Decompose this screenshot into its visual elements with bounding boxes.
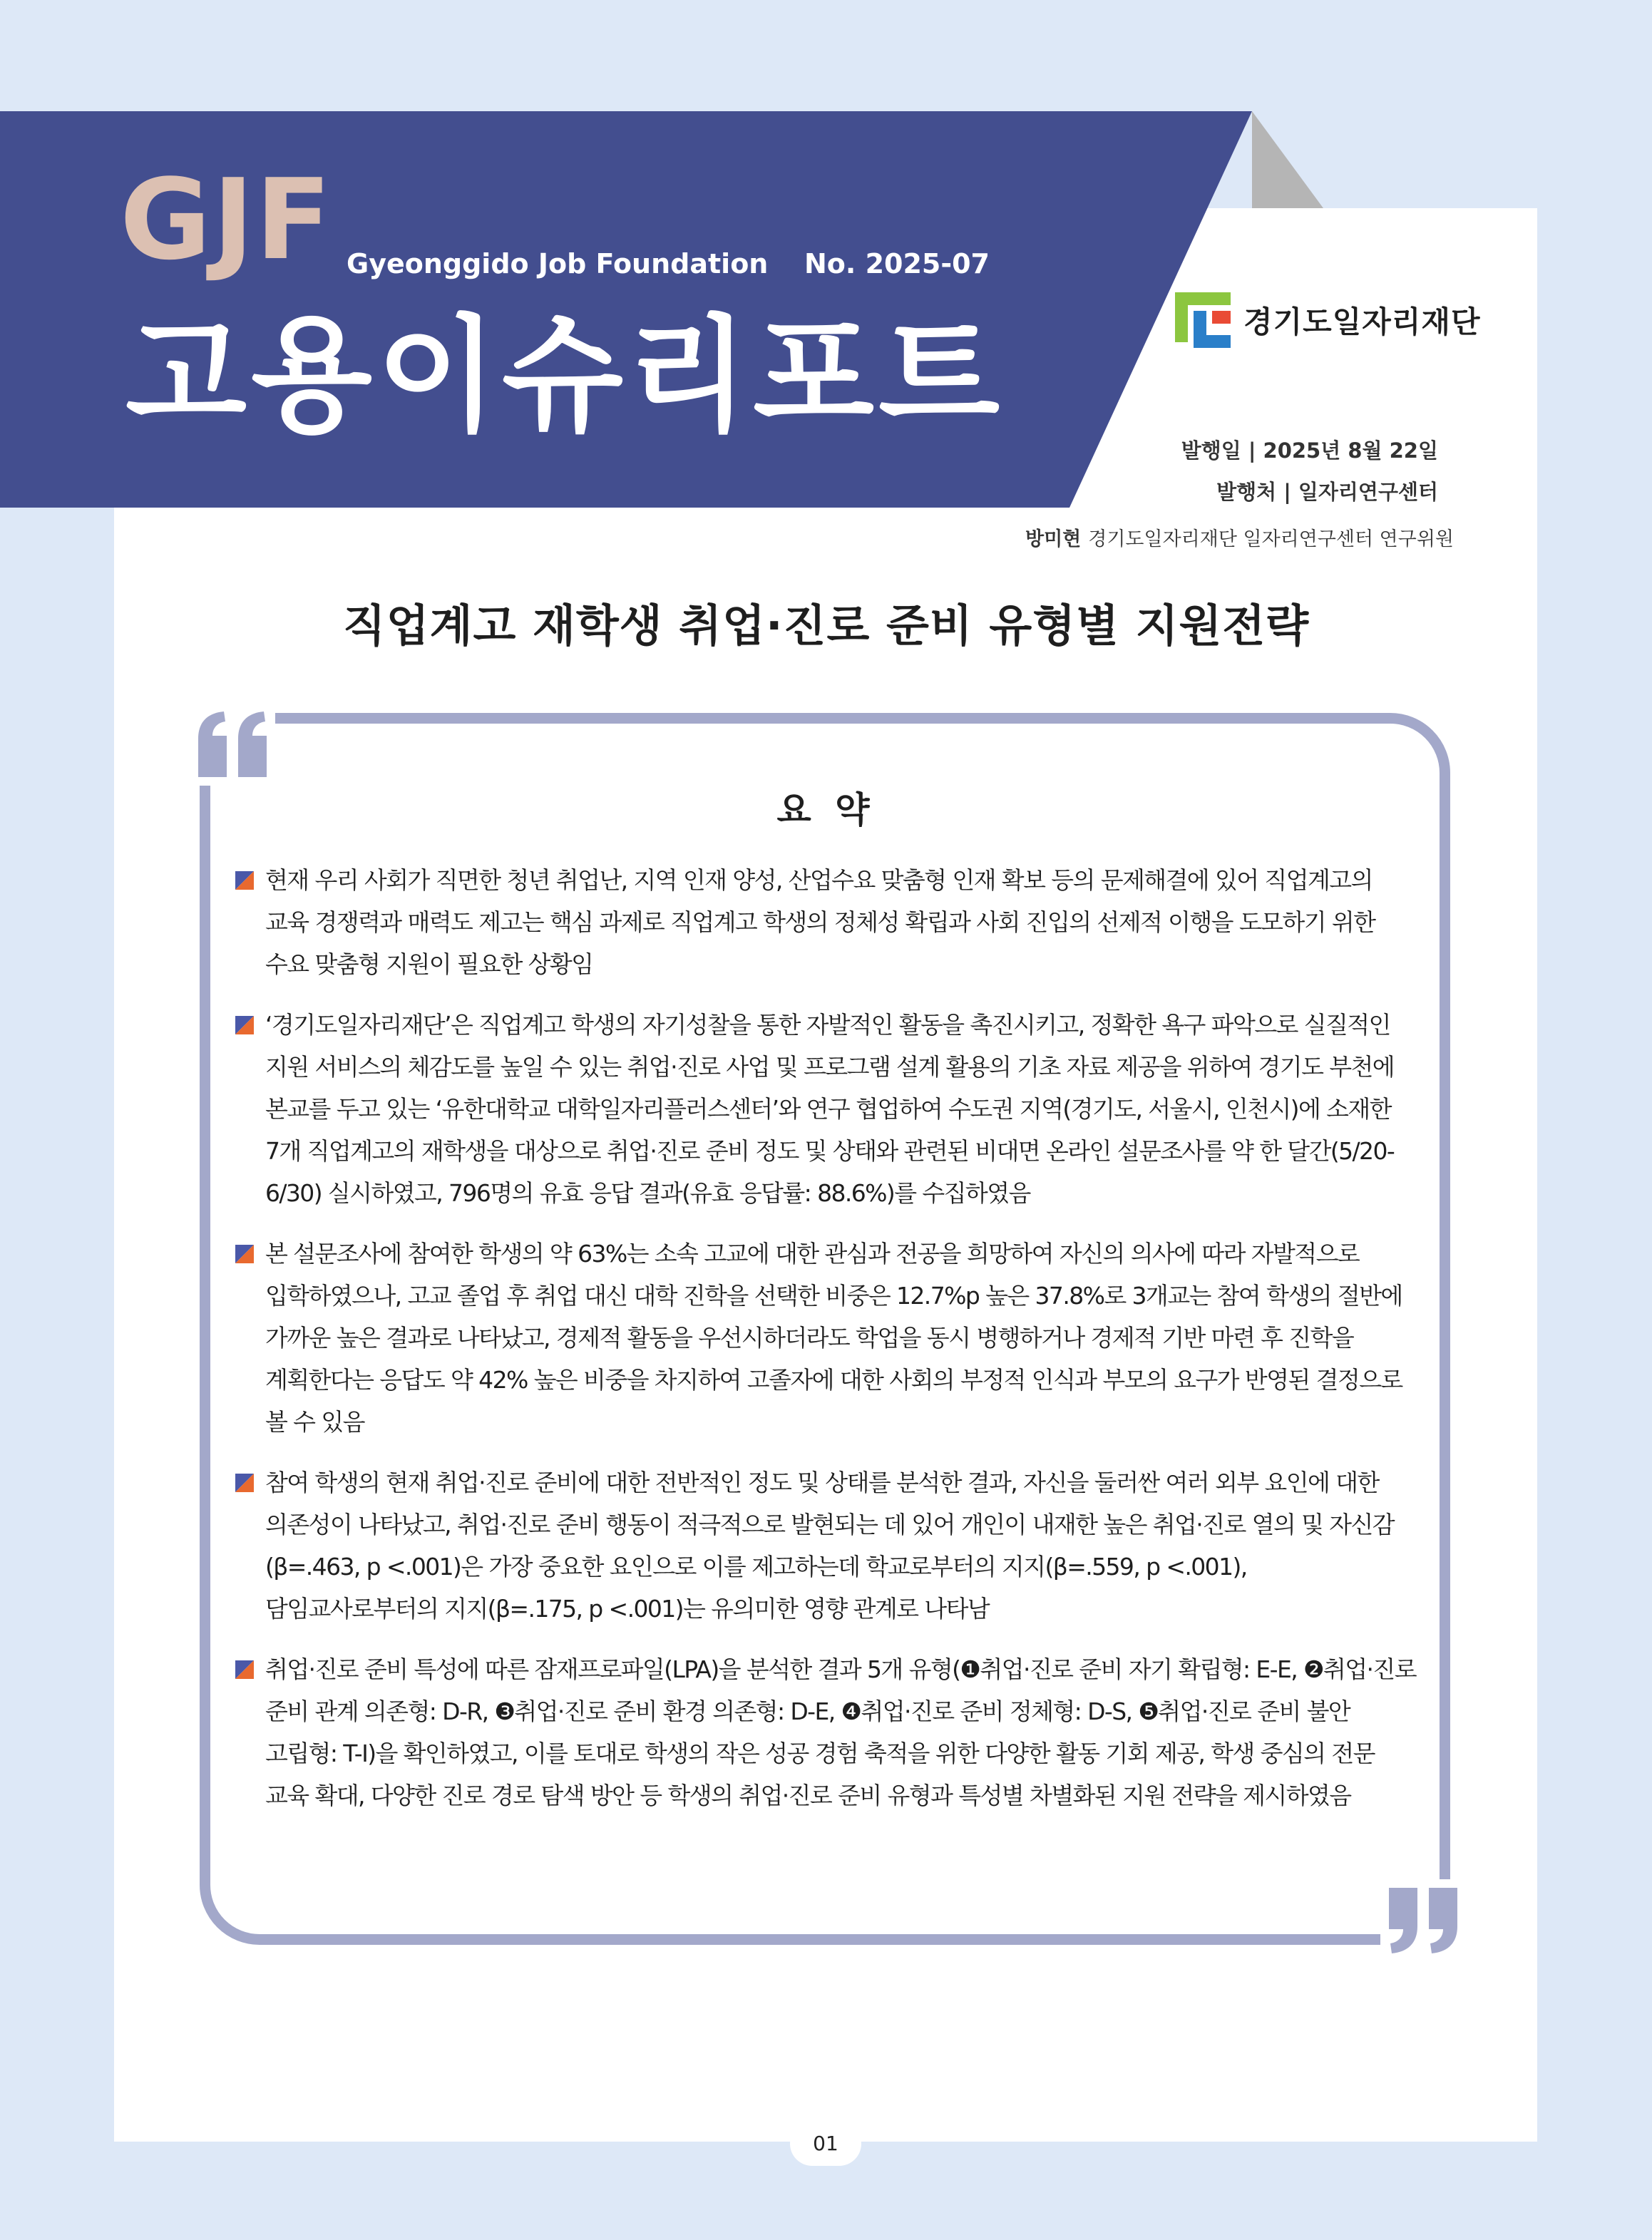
square-bullet-icon	[235, 1474, 254, 1492]
summary-heading: 요 약	[776, 789, 876, 831]
square-bullet-icon	[235, 1660, 254, 1679]
organization-logo	[1172, 289, 1481, 351]
square-bullet-icon	[235, 1016, 254, 1034]
gjf-logo-mark-icon	[1172, 289, 1233, 351]
publisher: 발행처 | 일자리연구센터	[1216, 480, 1438, 504]
page-fold-corner	[1252, 111, 1323, 208]
summary-item	[235, 1648, 1419, 1817]
publication-date: 발행일 | 2025년 8월 22일	[1181, 438, 1438, 463]
author-affiliation: 경기도일자리재단 일자리연구센터 연구위원	[1088, 528, 1454, 550]
summary-item	[235, 859, 1419, 985]
brand-full-name: Gyeonggido Job Foundation	[347, 248, 769, 279]
summary-item	[235, 1004, 1419, 1214]
square-bullet-icon	[235, 871, 254, 890]
summary-item-text: 참여 학생의 현재 취업·진로 준비에 대한 전반적인 정도 및 상태를 분석한 결과, 자신을 둘러싼 여러 외부 요인에 대한 의존성이 나타났고, 취업·진로 준비 행동이 적극적으로 발현되는 데 있어 개인이 내재한 높은 취업·진로 열의 및 자신감(β=.463, p <.001)은 가장 중요한 요인으로 이를 제고하는데 학교로부터의 지지(β=.559, p <.001), 담임교사로부터의 지지(β=.175, p <.001)는 유의미한 영향 관계로 나타남	[265, 1469, 1395, 1623]
report-series-title: 고용이슈리포트	[125, 303, 1005, 449]
author-credit	[1025, 528, 1454, 552]
summary-item-text: 본 설문조사에 참여한 학생의 약 63%는 소속 고교에 대한 관심과 전공을 희망하여 자신의 의사에 따라 자발적으로 입학하였으나, 고교 졸업 후 취업 대신 대학 진학을 선택한 비중은 12.7%p 높은 37.8%로 3개교는 참여 학생의 절반에 가까운 높은 결과로 나타났고, 경제적 활동을 우선시하더라도 학업을 동시 병행하거나 경제적 기반 마련 후 진학을 계획한다는 응답도 약 42% 높은 비중을 차지하여 고졸자에 대한 사회의 부정적 인식과 부모의 요구가 반영된 결정으로 볼 수 있음	[265, 1240, 1402, 1436]
summary-item	[235, 1461, 1419, 1630]
brand-logotype: GJF	[120, 155, 333, 284]
issue-number: No. 2025-07	[804, 248, 990, 279]
organization-name: 경기도일자리재단	[1243, 304, 1481, 339]
summary-list	[235, 859, 1419, 1835]
open-quote-icon	[193, 707, 275, 786]
summary-item	[235, 1233, 1419, 1443]
summary-item-text: 취업·진로 준비 특성에 따른 잠재프로파일(LPA)을 분석한 결과 5개 유형(❶취업·진로 준비 자기 확립형: E-E, ❷취업·진로 준비 관계 의존형: D-R, ❸취업·진로 준비 환경 의존형: D-E, ❹취업·진로 준비 정체형: D-S, ❺취업·진로 준비 불안 고립형: T-I)을 확인하였고, 이를 토대로 학생의 작은 성공 경험 축적을 위한 다양한 활동 기회 제공, 학생 중심의 전문 교육 확대, 다양한 진로 경로 탐색 방안 등 학생의 취업·진로 준비 유형과 특성별 차별화된 지원 전략을 제시하였음	[265, 1655, 1416, 1809]
summary-item-text: 현재 우리 사회가 직면한 청년 취업난, 지역 인재 양성, 산업수요 맞춤형 인재 확보 등의 문제해결에 있어 직업계고의 교육 경쟁력과 매력도 제고는 핵심 과제로 직업계고 학생의 정체성 확립과 사회 진입의 선제적 이행을 도모하기 위한 수요 맞춤형 지원이 필요한 상황임	[265, 866, 1375, 978]
square-bullet-icon	[235, 1245, 254, 1263]
author-name: 방미현	[1025, 528, 1082, 550]
page-number: 01	[790, 2122, 861, 2166]
document-title: 직업계고 재학생 취업·진로 준비 유형별 지원전략	[342, 600, 1310, 652]
summary-item-text: ‘경기도일자리재단’은 직업계고 학생의 자기성찰을 통한 자발적인 활동을 촉진시키고, 정확한 욕구 파악으로 실질적인 지원 서비스의 체감도를 높일 수 있는 취업·진로 사업 및 프로그램 설계 활용의 기초 자료 제공을 위하여 경기도 부천에 본교를 두고 있는 ‘유한대학교 대학일자리플러스센터’와 연구 협업하여 수도권 지역(경기도, 서울시, 인천시)에 소재한 7개 직업계고의 재학생을 대상으로 취업·진로 준비 정도 및 상태와 관련된 비대면 온라인 설문조사를 약 한 달간(5/20-6/30) 실시하였고, 796명의 유효 응답 결과(유효 응답률: 88.6%)를 수집하였음	[265, 1011, 1395, 1207]
close-quote-icon	[1380, 1879, 1463, 1958]
